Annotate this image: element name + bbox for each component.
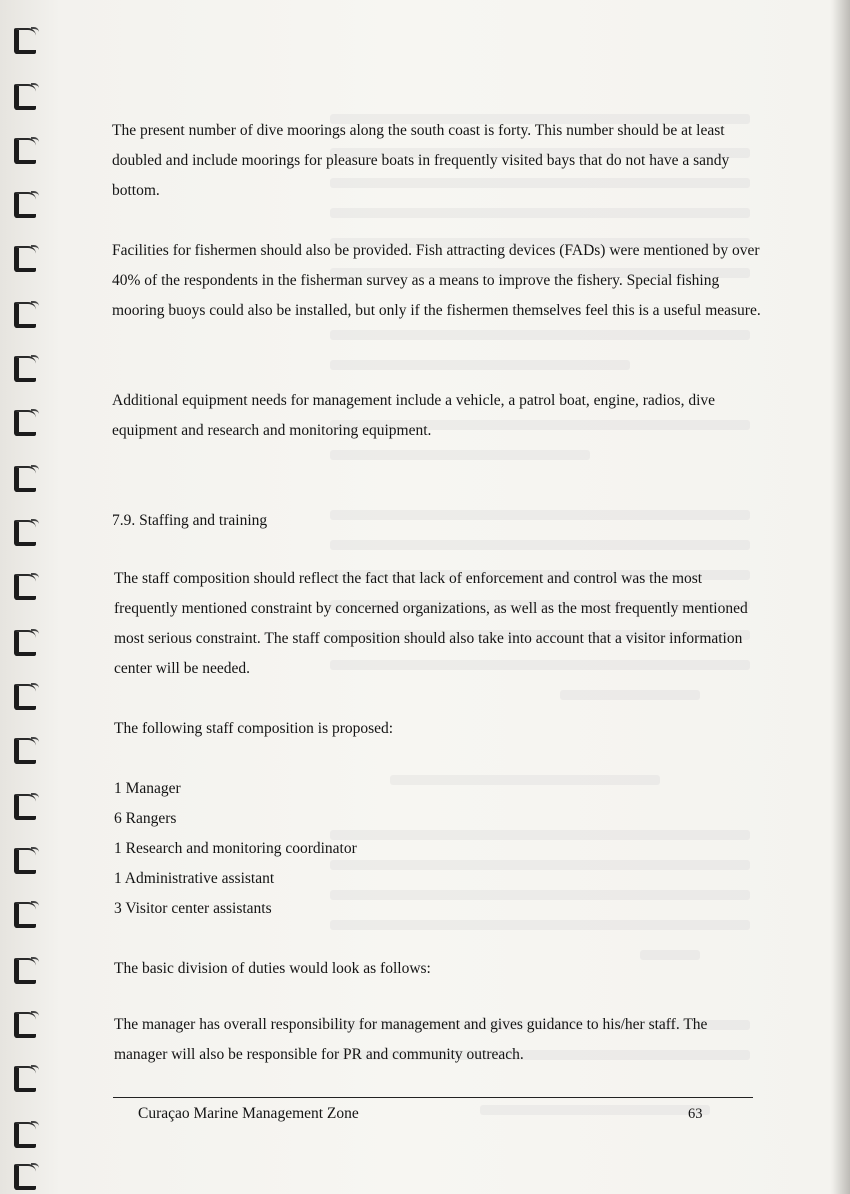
- binding-ring: [14, 1012, 36, 1038]
- binding-ring: [14, 28, 36, 54]
- paragraph-additional-equipment: Additional equipment needs for management include a vehicle, a patrol boat, engine, radios, dive equipment and research and monitoring equipment.: [112, 392, 716, 439]
- duties-intro: The basic division of duties would look as follows:: [114, 960, 431, 977]
- binding-ring: [14, 848, 36, 874]
- binding-ring: [14, 902, 36, 928]
- section-heading: 7.9. Staffing and training: [112, 512, 268, 529]
- binding-ring: [14, 738, 36, 764]
- list-item: 1 Administrative assistant: [114, 870, 275, 887]
- list-item: 1 Manager: [114, 780, 181, 797]
- binding-ring: [14, 684, 36, 710]
- binding-ring: [14, 138, 36, 164]
- binding-ring: [14, 520, 36, 546]
- binding-ring: [14, 192, 36, 218]
- paragraph-fishermen-facilities: Facilities for fishermen should also be provided. Fish attracting devices (FADs) were mentioned by over 40% of the respondents in the fisherman survey as a means to improve the fishery. Special fishing mooring buoys could also be installed, but only if the fishermen themselves feel this is a useful measure.: [112, 242, 761, 319]
- binding-ring: [14, 1164, 36, 1190]
- binding-ring: [14, 356, 36, 382]
- page-number: 63: [688, 1106, 703, 1122]
- binding-ring: [14, 84, 36, 110]
- binding-ring: [14, 410, 36, 436]
- list-item: 1 Research and monitoring coordinator: [114, 840, 357, 857]
- binding-ring: [14, 302, 36, 328]
- staff-list: [114, 774, 357, 924]
- binding-ring: [14, 466, 36, 492]
- list-item: 6 Rangers: [114, 810, 177, 827]
- paragraph-manager: The manager has overall responsibility for management and gives guidance to his/her staff. The manager will also be responsible for PR and community outreach.: [114, 1016, 708, 1063]
- binding-ring: [14, 246, 36, 272]
- binding-ring: [14, 1122, 36, 1148]
- footer-divider: [113, 1097, 753, 1098]
- binding-ring: [14, 630, 36, 656]
- staff-intro: The following staff composition is proposed:: [114, 720, 394, 737]
- binding-ring: [14, 958, 36, 984]
- list-item: 3 Visitor center assistants: [114, 900, 272, 917]
- paragraph-staff-composition: The staff composition should reflect the fact that lack of enforcement and control was the most frequently mentioned constraint by concerned organizations, as well as the most frequently mentioned most serious constraint. The staff composition should also take into account that a visitor information center will be needed.: [114, 570, 748, 677]
- page-edge-shadow: [832, 0, 850, 1194]
- footer-title: Curaçao Marine Management Zone: [138, 1105, 359, 1122]
- binding-ring: [14, 794, 36, 820]
- spiral-binding: [0, 0, 60, 1194]
- paragraph-dive-moorings: The present number of dive moorings along the south coast is forty. This number should be at least doubled and include moorings for pleasure boats in frequently visited bays that do not have a sandy bottom.: [112, 122, 730, 199]
- binding-ring: [14, 574, 36, 600]
- binding-ring: [14, 1066, 36, 1092]
